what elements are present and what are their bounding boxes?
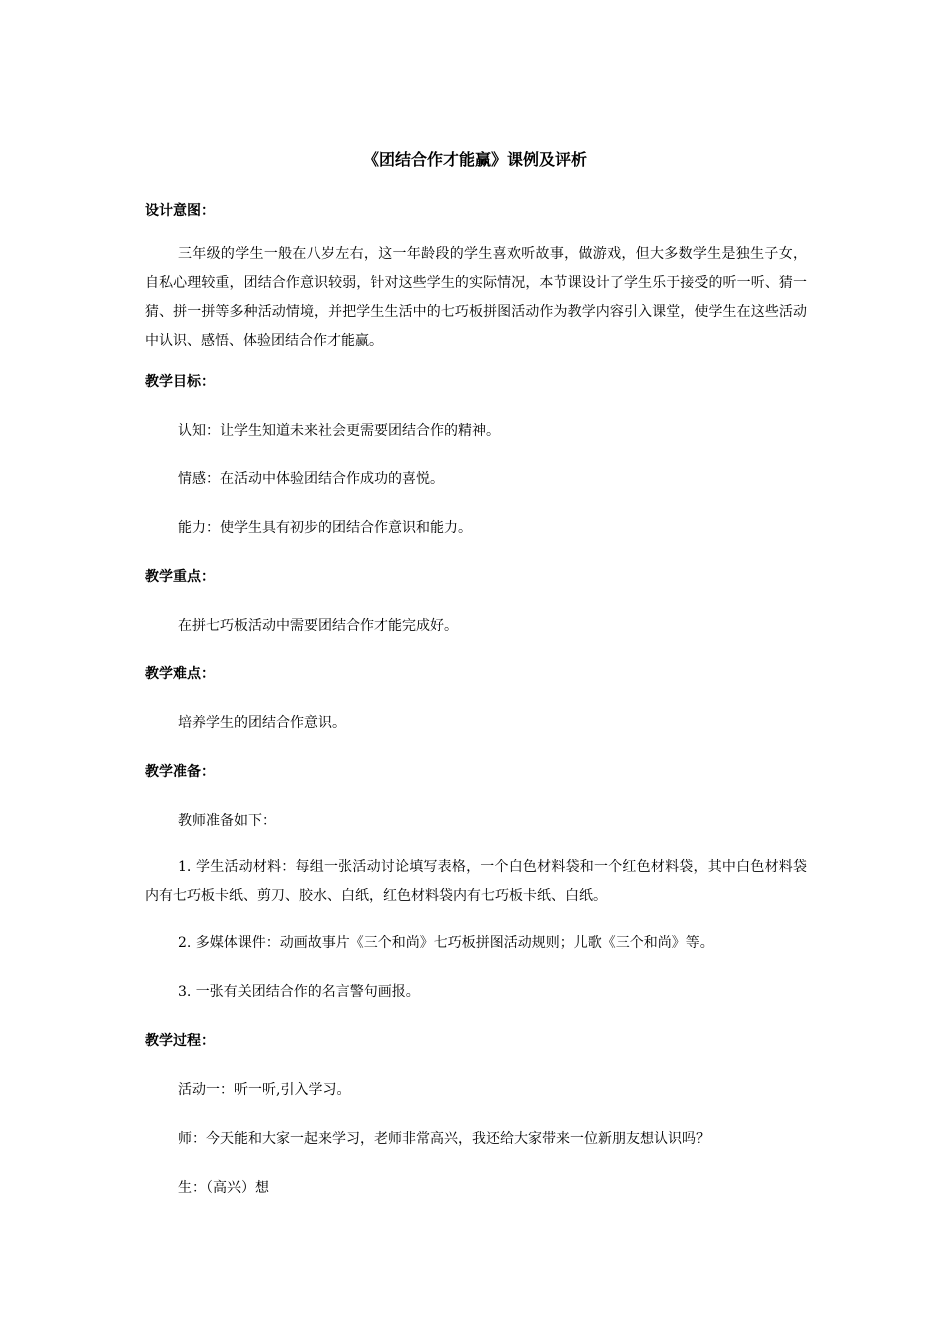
document-title: 《团结合作才能赢》课例及评析: [362, 150, 587, 169]
heading-design-intent: 设计意图：: [145, 203, 215, 219]
heading-process: 教学过程：: [145, 1033, 215, 1049]
process-student-line: 生：（高兴）想: [178, 1180, 269, 1196]
heading-key-point: 教学重点：: [145, 569, 215, 585]
process-activity-1: 活动一：听一听,引入学习。: [178, 1082, 351, 1098]
key-point-text: 在拼七巧板活动中需要团结合作才能完成好。: [178, 618, 458, 634]
preparation-item-1: 1. 学生活动材料：每组一张活动讨论填写表格，一个白色材料袋和一个红色材料袋，其中白色材料袋内有七巧板卡纸、剪刀、胶水、白纸，红色材料袋内有七巧板卡纸、白纸。: [145, 859, 807, 904]
paragraph-design-intent: 三年级的学生一般在八岁左右，这一年龄段的学生喜欢听故事，做游戏，但大多数学生是独生子女，自私心理较重，团结合作意识较弱，针对这些学生的实际情况，本节课设计了学生乐于接受的听一听、猜一猜、拼一拼等多种活动情境，并把学生生活中的七巧板拼图活动作为教学内容引入课堂，使学生在这些活动中认识、感悟、体验团结合作才能赢。: [145, 246, 807, 349]
goal-emotion: 情感：在活动中体验团结合作成功的喜悦。: [178, 471, 444, 487]
heading-preparation: 教学准备：: [145, 764, 215, 780]
preparation-item-3: 3. 一张有关团结合作的名言警句画报。: [178, 984, 420, 1000]
difficulty-text: 培养学生的团结合作意识。: [178, 715, 346, 731]
preparation-item-2: 2. 多媒体课件：动画故事片《三个和尚》七巧板拼图活动规则；儿歌《三个和尚》等。: [178, 935, 714, 951]
process-teacher-line: 师：今天能和大家一起来学习，老师非常高兴，我还给大家带来一位新朋友想认识吗？: [178, 1131, 710, 1147]
goal-cognition: 认知：让学生知道未来社会更需要团结合作的精神。: [178, 423, 500, 439]
heading-teaching-goals: 教学目标：: [145, 374, 215, 390]
preparation-intro: 教师准备如下：: [178, 813, 276, 829]
heading-difficulty: 教学难点：: [145, 666, 215, 682]
goal-ability: 能力：使学生具有初步的团结合作意识和能力。: [178, 520, 472, 536]
